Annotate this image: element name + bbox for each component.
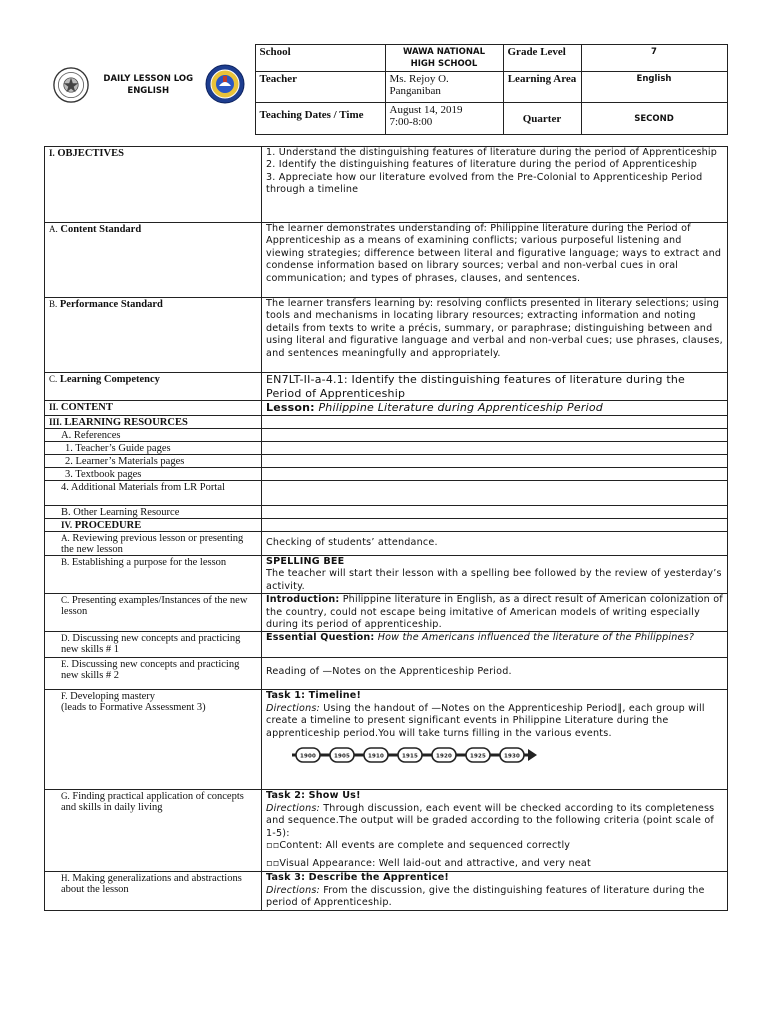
objectives-row	[45, 147, 728, 223]
procedure-h-row	[45, 872, 728, 911]
procedure-b-letter: B.	[61, 557, 70, 567]
lr-portal-value	[262, 481, 728, 506]
procedure-a-letter: A.	[61, 533, 70, 543]
textbook-value	[262, 468, 728, 481]
task3-directions-text: From the discussion, give the distinguishing features of literature during the period of Apprenticeship.	[266, 884, 705, 909]
lesson-title: Philippine Literature during Apprenticeship Period	[318, 401, 603, 414]
content-standard-letter: A.	[49, 224, 58, 234]
procedure-row	[45, 519, 728, 532]
quarter-label: Quarter	[503, 102, 581, 134]
procedure-h-letter: H.	[61, 873, 70, 884]
procedure-f-letter: F.	[61, 691, 68, 702]
quarter-value: SECOND	[581, 102, 727, 134]
teachers-guide-label: 1. Teacher’s Guide pages	[45, 442, 262, 455]
timeline-year-label: 1920	[435, 753, 453, 760]
procedure-h-cell	[262, 872, 728, 911]
competency-code: EN7LT-II-a-4.1:	[266, 373, 348, 386]
resources-label: LEARNING RESOURCES	[64, 417, 188, 428]
teaching-time: 7:00-8:00	[389, 115, 433, 128]
criteria-2: ▫▫Visual Appearance: Well laid-out and attractive, and very neat	[266, 858, 591, 870]
procedure-b-label-cell	[45, 556, 262, 594]
teaching-date: August 14, 2019	[389, 103, 463, 116]
lr-portal-label: 4. Additional Materials from LR Portal	[45, 481, 262, 506]
teacher-value: Ms. Rejoy O. Panganiban	[385, 72, 503, 102]
objectives-cell	[262, 147, 728, 223]
learning-area-value: English	[581, 72, 727, 102]
procedure-d-row	[45, 632, 728, 658]
grade-level-value: 7	[581, 45, 727, 72]
performance-standard-text: The learner transfers learning by: resolving conflicts presented in literary selections; using tools and mechanisms in locating library resources; extracting information and noting details from texts to write a précis, summary, or paraphrase; distinguishing between and using literal and figurative language and verbal and non-verbal cues; use phrases, clauses, and sentences meaningfully and appropriately.	[262, 298, 728, 373]
references-row	[45, 429, 728, 442]
competency-label-cell	[45, 373, 262, 401]
procedure-g-label-cell	[45, 790, 262, 872]
task2-directions-label: Directions:	[266, 802, 320, 814]
learners-materials-value	[262, 455, 728, 468]
log-title-line1: DAILY LESSON LOG	[103, 73, 194, 84]
procedure-e-text: Reading of —Notes on the Apprenticeship Period.	[262, 658, 728, 690]
competency-text: Identify the distinguishing features of literature during the Period of Apprenticeship	[266, 373, 686, 400]
procedure-d-label: Discussing new concepts and practicing new skills # 1	[61, 633, 241, 656]
procedure-c-label: Presenting examples/Instances of the new lesson	[61, 595, 248, 618]
procedure-f-label: Developing mastery	[70, 691, 156, 703]
timeline-year-label: 1915	[401, 753, 419, 760]
teaching-dates-label: Teaching Dates / Time	[255, 102, 385, 134]
content-numeral: II.	[49, 402, 59, 412]
grade-level-label: Grade Level	[503, 45, 581, 72]
spelling-bee-title: SPELLING BEE	[266, 556, 345, 567]
task1-directions-label: Directions:	[266, 702, 320, 714]
content-standard-text: The learner demonstrates understanding of: Philippine literature during the Period of Apprenticeship as a means of examining conflicts; various purposeful listening and viewing strategies; difference between literal and figurative language; ways to extract and condense information based on library sources; verbal and non-verbal cues in oral communication; and types of phrases, clauses, and sentences.	[262, 223, 728, 298]
criteria-1-text: Content: All events are complete and sequenced correctly	[279, 840, 571, 852]
lesson-label: Lesson:	[266, 401, 315, 414]
competency-label: Learning Competency	[59, 374, 160, 385]
timeline-year-label: 1930	[503, 753, 521, 760]
objective-1: 1. Understand the distinguishing features of literature during the period of Apprenticeship	[266, 147, 718, 158]
learners-materials-label: 2. Learner’s Materials pages	[45, 455, 262, 468]
procedure-e-row	[45, 658, 728, 690]
objectives-label-cell	[45, 147, 262, 223]
procedure-d-cell	[262, 632, 728, 658]
procedure-f-label-cell	[45, 690, 262, 790]
procedure-h-label: Making generalizations and abstractions about the lesson	[61, 873, 242, 896]
teachers-guide-row	[45, 442, 728, 455]
lesson-table	[44, 146, 728, 911]
procedure-c-letter: C.	[61, 595, 70, 606]
content-standard-row	[45, 223, 728, 298]
procedure-c-row	[45, 594, 728, 632]
procedure-b-label: Establishing a purpose for the lesson	[71, 557, 227, 568]
content-label-cell	[45, 401, 262, 416]
task3-directions-label: Directions:	[266, 884, 320, 896]
timeline-year-label: 1910	[367, 753, 385, 760]
school-value: WAWA NATIONAL HIGH SCHOOL	[385, 45, 503, 72]
procedure-b-row	[45, 556, 728, 594]
procedure-value	[262, 519, 728, 532]
procedure-a-row	[45, 532, 728, 556]
spelling-bee-text: The teacher will start their lesson with a spelling bee followed by the review of yesterday’s activity.	[266, 568, 722, 592]
procedure-label-cell	[45, 519, 262, 532]
essential-question-text: How the Americans influenced the literature of the Philippines?	[377, 632, 695, 644]
procedure-a-label: Reviewing previous lesson or presenting the new lesson	[61, 533, 244, 555]
timeline-year-label: 1900	[299, 753, 317, 760]
introduction-text: Philippine literature in English, as a direct result of American colonization of the country, could not escape being imitative of American models of writing especially during its period of apprenticeship.	[266, 594, 723, 631]
textbook-label: 3. Textbook pages	[45, 468, 262, 481]
other-resource-value	[262, 506, 728, 519]
procedure-c-cell	[262, 594, 728, 632]
procedure-h-label-cell	[45, 872, 262, 911]
school-seal-icon	[205, 64, 245, 104]
criteria-1: ▫▫Content: All events are complete and sequenced correctly	[266, 840, 571, 852]
other-resource-label: B. Other Learning Resource	[45, 506, 262, 519]
learners-materials-row	[45, 455, 728, 468]
task2-title: Task 2: Show Us!	[266, 790, 361, 802]
teacher-label: Teacher	[255, 72, 385, 102]
performance-standard-letter: B.	[49, 299, 58, 309]
procedure-f-row	[45, 690, 728, 790]
procedure-f-cell	[262, 690, 728, 790]
procedure-d-label-cell	[45, 632, 262, 658]
objective-3: 3. Appreciate how our literature evolved from the Pre-Colonial to Apprenticeship Period through a timeline	[266, 171, 703, 196]
teaching-dates-value	[385, 102, 503, 134]
log-title	[96, 73, 201, 97]
procedure-e-label: Discussing new concepts and practicing new skills # 2	[61, 659, 240, 682]
teachers-guide-value	[262, 442, 728, 455]
essential-question-label: Essential Question:	[266, 632, 375, 644]
task1-directions-text: Using the handout of —Notes on the Apprenticeship Period‖, each group will create a timeline to present significant events in Philippine Literature during the apprenticeship period.You will take turns filling in the various events.	[266, 702, 705, 739]
content-standard-label-cell	[45, 223, 262, 298]
objectives-label: OBJECTIVES	[57, 148, 124, 159]
content-standard-label: Content Standard	[60, 224, 142, 235]
procedure-d-letter: D.	[61, 633, 70, 644]
performance-standard-row	[45, 298, 728, 373]
timeline-graphic	[288, 743, 538, 767]
task1-title: Task 1: Timeline!	[266, 690, 362, 702]
objectives-numeral: I.	[49, 148, 55, 158]
lr-portal-row	[45, 481, 728, 506]
timeline-year-label: 1905	[333, 753, 351, 760]
header-table	[44, 44, 728, 135]
learning-area-label: Learning Area	[503, 72, 581, 102]
procedure-label: PROCEDURE	[74, 520, 142, 531]
content-label: CONTENT	[60, 402, 113, 413]
procedure-f-label-line1	[61, 691, 257, 702]
procedure-e-letter: E.	[61, 659, 69, 670]
resources-numeral: III.	[49, 417, 62, 427]
performance-standard-label: Performance Standard	[59, 299, 163, 310]
procedure-b-cell	[262, 556, 728, 594]
references-label: A. References	[45, 429, 262, 442]
school-label: School	[255, 45, 385, 72]
resources-label-cell	[45, 416, 262, 429]
log-title-line2: ENGLISH	[127, 85, 170, 96]
deped-seal-icon	[53, 67, 89, 103]
other-resource-row	[45, 506, 728, 519]
lesson-cell	[262, 401, 728, 416]
task2-directions-text: Through discussion, each event will be checked according to its completeness and sequence.The output will be graded according to the following criteria (point scale of 1-5):	[266, 802, 715, 839]
criteria-2-text: Visual Appearance: Well laid-out and attractive, and very neat	[279, 858, 591, 870]
procedure-numeral: IV.	[61, 520, 73, 530]
competency-row	[45, 373, 728, 401]
procedure-g-cell	[262, 790, 728, 872]
performance-standard-label-cell	[45, 298, 262, 373]
content-row	[45, 401, 728, 416]
timeline-year-label: 1925	[469, 753, 487, 760]
procedure-g-letter: G.	[61, 791, 70, 802]
competency-letter: C.	[49, 374, 58, 384]
procedure-c-label-cell	[45, 594, 262, 632]
resources-row	[45, 416, 728, 429]
competency-cell	[262, 373, 728, 401]
procedure-a-text: Checking of students’ attendance.	[262, 532, 728, 556]
procedure-g-row	[45, 790, 728, 872]
task3-title: Task 3: Describe the Apprentice!	[266, 872, 449, 884]
timeline-arrow-icon	[528, 749, 537, 761]
header-logo-cell	[44, 45, 255, 135]
procedure-f-label-line2: (leads to Formative Assessment 3)	[61, 702, 206, 714]
procedure-a-label-cell	[45, 532, 262, 556]
resources-value	[262, 416, 728, 429]
introduction-label: Introduction:	[266, 594, 340, 606]
textbook-row	[45, 468, 728, 481]
procedure-g-label: Finding practical application of concepts and skills in daily living	[61, 791, 244, 814]
procedure-e-label-cell	[45, 658, 262, 690]
references-value	[262, 429, 728, 442]
objective-2: 2. Identify the distinguishing features of literature during the period of Apprenticeship	[266, 159, 698, 171]
